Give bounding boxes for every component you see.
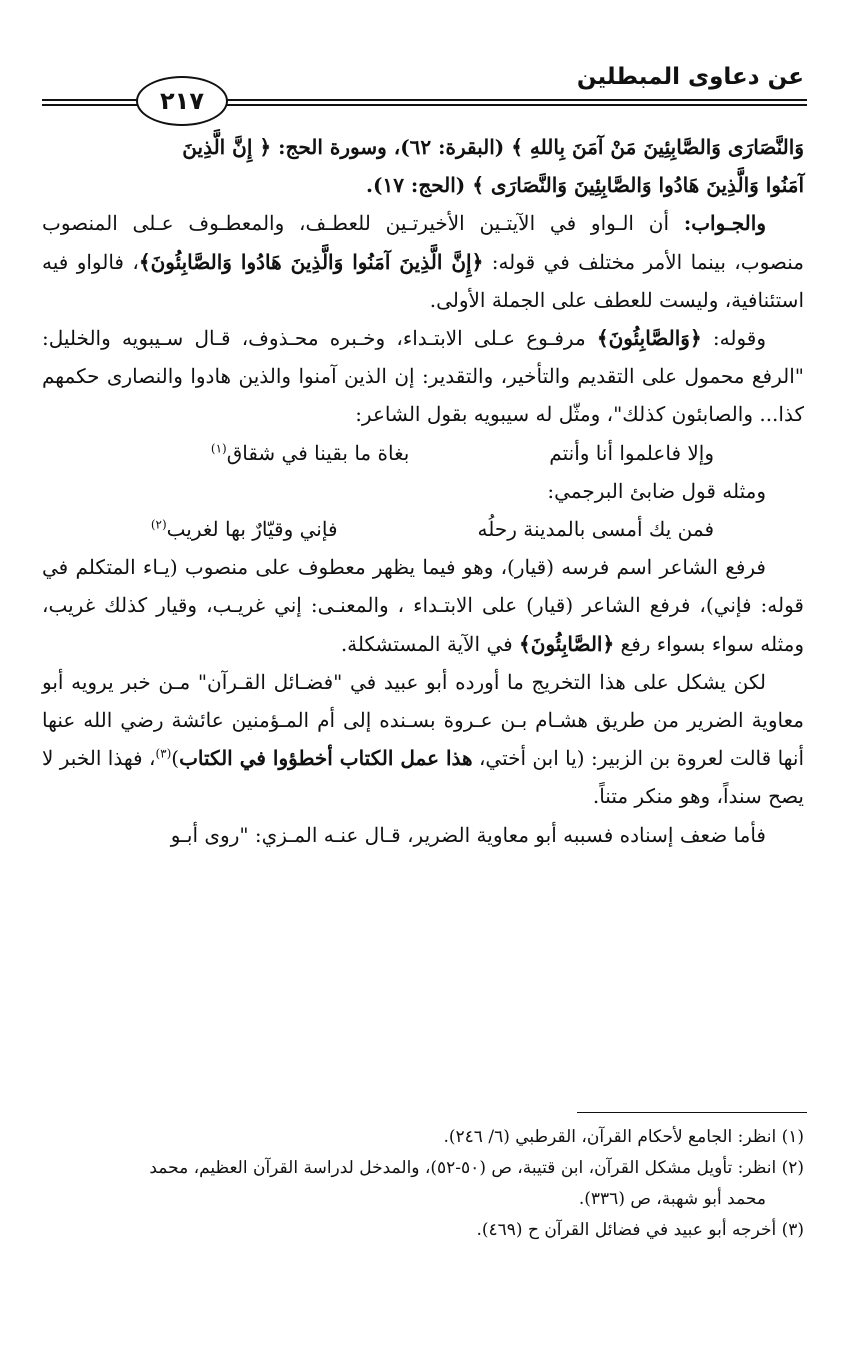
paragraph-text: لكن يشكل على هذا التخريج ما أورده أبو عبيد في "فضـائل القـرآن" مـن خبر يرويه أبو معاوية الضرير من طريق هشـام بـن عـروة بسـنده إلى أم المـؤمنين عائشة رضي الله عنها أنها قالت لعروة بن الزبير: (يا ابن أختي، [42, 669, 805, 771]
answer-lead: والجـواب: [683, 211, 766, 236]
quran-verse: وَالنَّصَارَى وَالصَّابِئِينَ مَنْ آمَنَ بِاللهِ ﴾ (البقرة: ٦٢)، وسورة الحج: ﴿ إِنَّ الَّذِينَ [182, 135, 804, 159]
quran-verse: ﴿الصَّابِئُونَ﴾ [519, 631, 615, 656]
footnote-marker[interactable]: (٢) [150, 517, 167, 532]
paragraph-dabi [42, 472, 804, 510]
paragraph-text: في الآية المستشكلة. [340, 631, 520, 656]
poetry-verse [42, 434, 804, 472]
quran-line [42, 166, 804, 204]
bold-quote: هذا عمل الكتاب أخطؤوا في الكتاب [179, 746, 473, 771]
hemistich-second [211, 434, 499, 472]
paragraph-text: مرفـوع عـلى الابتـداء، وخـبره محـذوف، قـال سـيبويه والخليل: "الرفع محمول على التقديم والتأخير، والتقدير: إن الذين آمنوا والذين هادوا والنصارى حكمهم كذا... والصابئون كذلك"، ومثّل له سيبويه بقول الشاعر: [42, 326, 804, 427]
footnote-3: (٣) أخرجه أبو عبيد في فضائل القرآن ح (٤٦٩). [476, 1220, 804, 1240]
hemistich-text: بغاة ما بقينا في شقاق [226, 440, 410, 465]
footnote-1: (١) انظر: الجامع لأحكام القرآن، القرطبي (٦/ ٢٤٦). [443, 1127, 804, 1147]
quran-line [42, 128, 804, 166]
footnote-2-continued: محمد أبو شهبة، ص (٣٣٦). [578, 1189, 766, 1209]
page-number: ٢١٧ [136, 76, 228, 126]
hemistich: فمن يك أمسى بالمدينة رحلُه [477, 517, 714, 542]
paragraph-sibawayh [42, 319, 804, 434]
footnote-2: (٢) انظر: تأويل مشكل القرآن، ابن قتيبة، ص (٥٠-٥٢)، والمدخل لدراسة القرآن العظيم، محمد [149, 1158, 804, 1178]
footnote-separator [577, 1112, 807, 1113]
paragraph-text: ، فالواو فيه استئنافية، وليست للعطف على الجملة الأولى. [42, 249, 804, 312]
paragraph-answer [42, 204, 804, 319]
running-title: عن دعاوى المبطلين [576, 64, 804, 90]
paragraph-text: فرفع الشاعر اسم فرسه (قيار)، وهو فيما يظهر معطوف على منصوب (يـاء المتكلم في قوله: فإني)، فرفع الشاعر (قيار) على الابتـداء ، والمعنـى: إني غريـب، وقيار كذلك غريب، ومثله سواء بسواء رفع [42, 555, 804, 656]
hemistich: وإلا فاعلموا أنا وأنتم [549, 440, 714, 465]
poetry-verse [42, 510, 804, 548]
paragraph-text: ، فهذا الخبر لا يصح سنداً، وهو منكر متناً. [42, 746, 804, 809]
quran-verse: ﴿إِنَّ الَّذِينَ آمَنُوا وَالَّذِينَ هَادُوا وَالصَّابِئُونَ﴾ [138, 249, 484, 274]
footnotes [42, 1122, 804, 1246]
paragraph-text: أن الـواو في الآيتـين الأخيرتـين للعطـف، والمعطـوف عـلى المنصوب منصوب، بينما الأمر مختلف في قوله: [42, 211, 804, 274]
body-text [42, 128, 804, 854]
paragraph-isnad [42, 816, 804, 854]
paragraph-text: وقوله: [701, 326, 766, 351]
paragraph-text: ) [171, 746, 180, 771]
paragraph-qayyar [42, 548, 804, 663]
paragraph-abu-ubaid [42, 663, 804, 816]
paragraph-text: فأما ضعف إسناده فسببه أبو معاوية الضرير، قـال عنـه المـزي: "روى أبـو [170, 822, 766, 847]
quran-verse: ﴿وَالصَّابِئُونَ﴾ [596, 326, 702, 351]
paragraph-text: ومثله قول ضابئ البرجمي: [547, 478, 766, 503]
footnote-marker[interactable]: (١) [210, 440, 227, 455]
footnote-marker[interactable]: (٣) [155, 746, 172, 761]
hemistich-second [151, 510, 428, 548]
hemistich-text: فإني وقيّارٌ بها لغريب [166, 517, 338, 542]
quran-verse: آمَنُوا وَالَّذِينَ هَادُوا وَالصَّابِئِينَ وَالنَّصَارَى ﴾ (الحج: ١٧). [366, 173, 804, 198]
